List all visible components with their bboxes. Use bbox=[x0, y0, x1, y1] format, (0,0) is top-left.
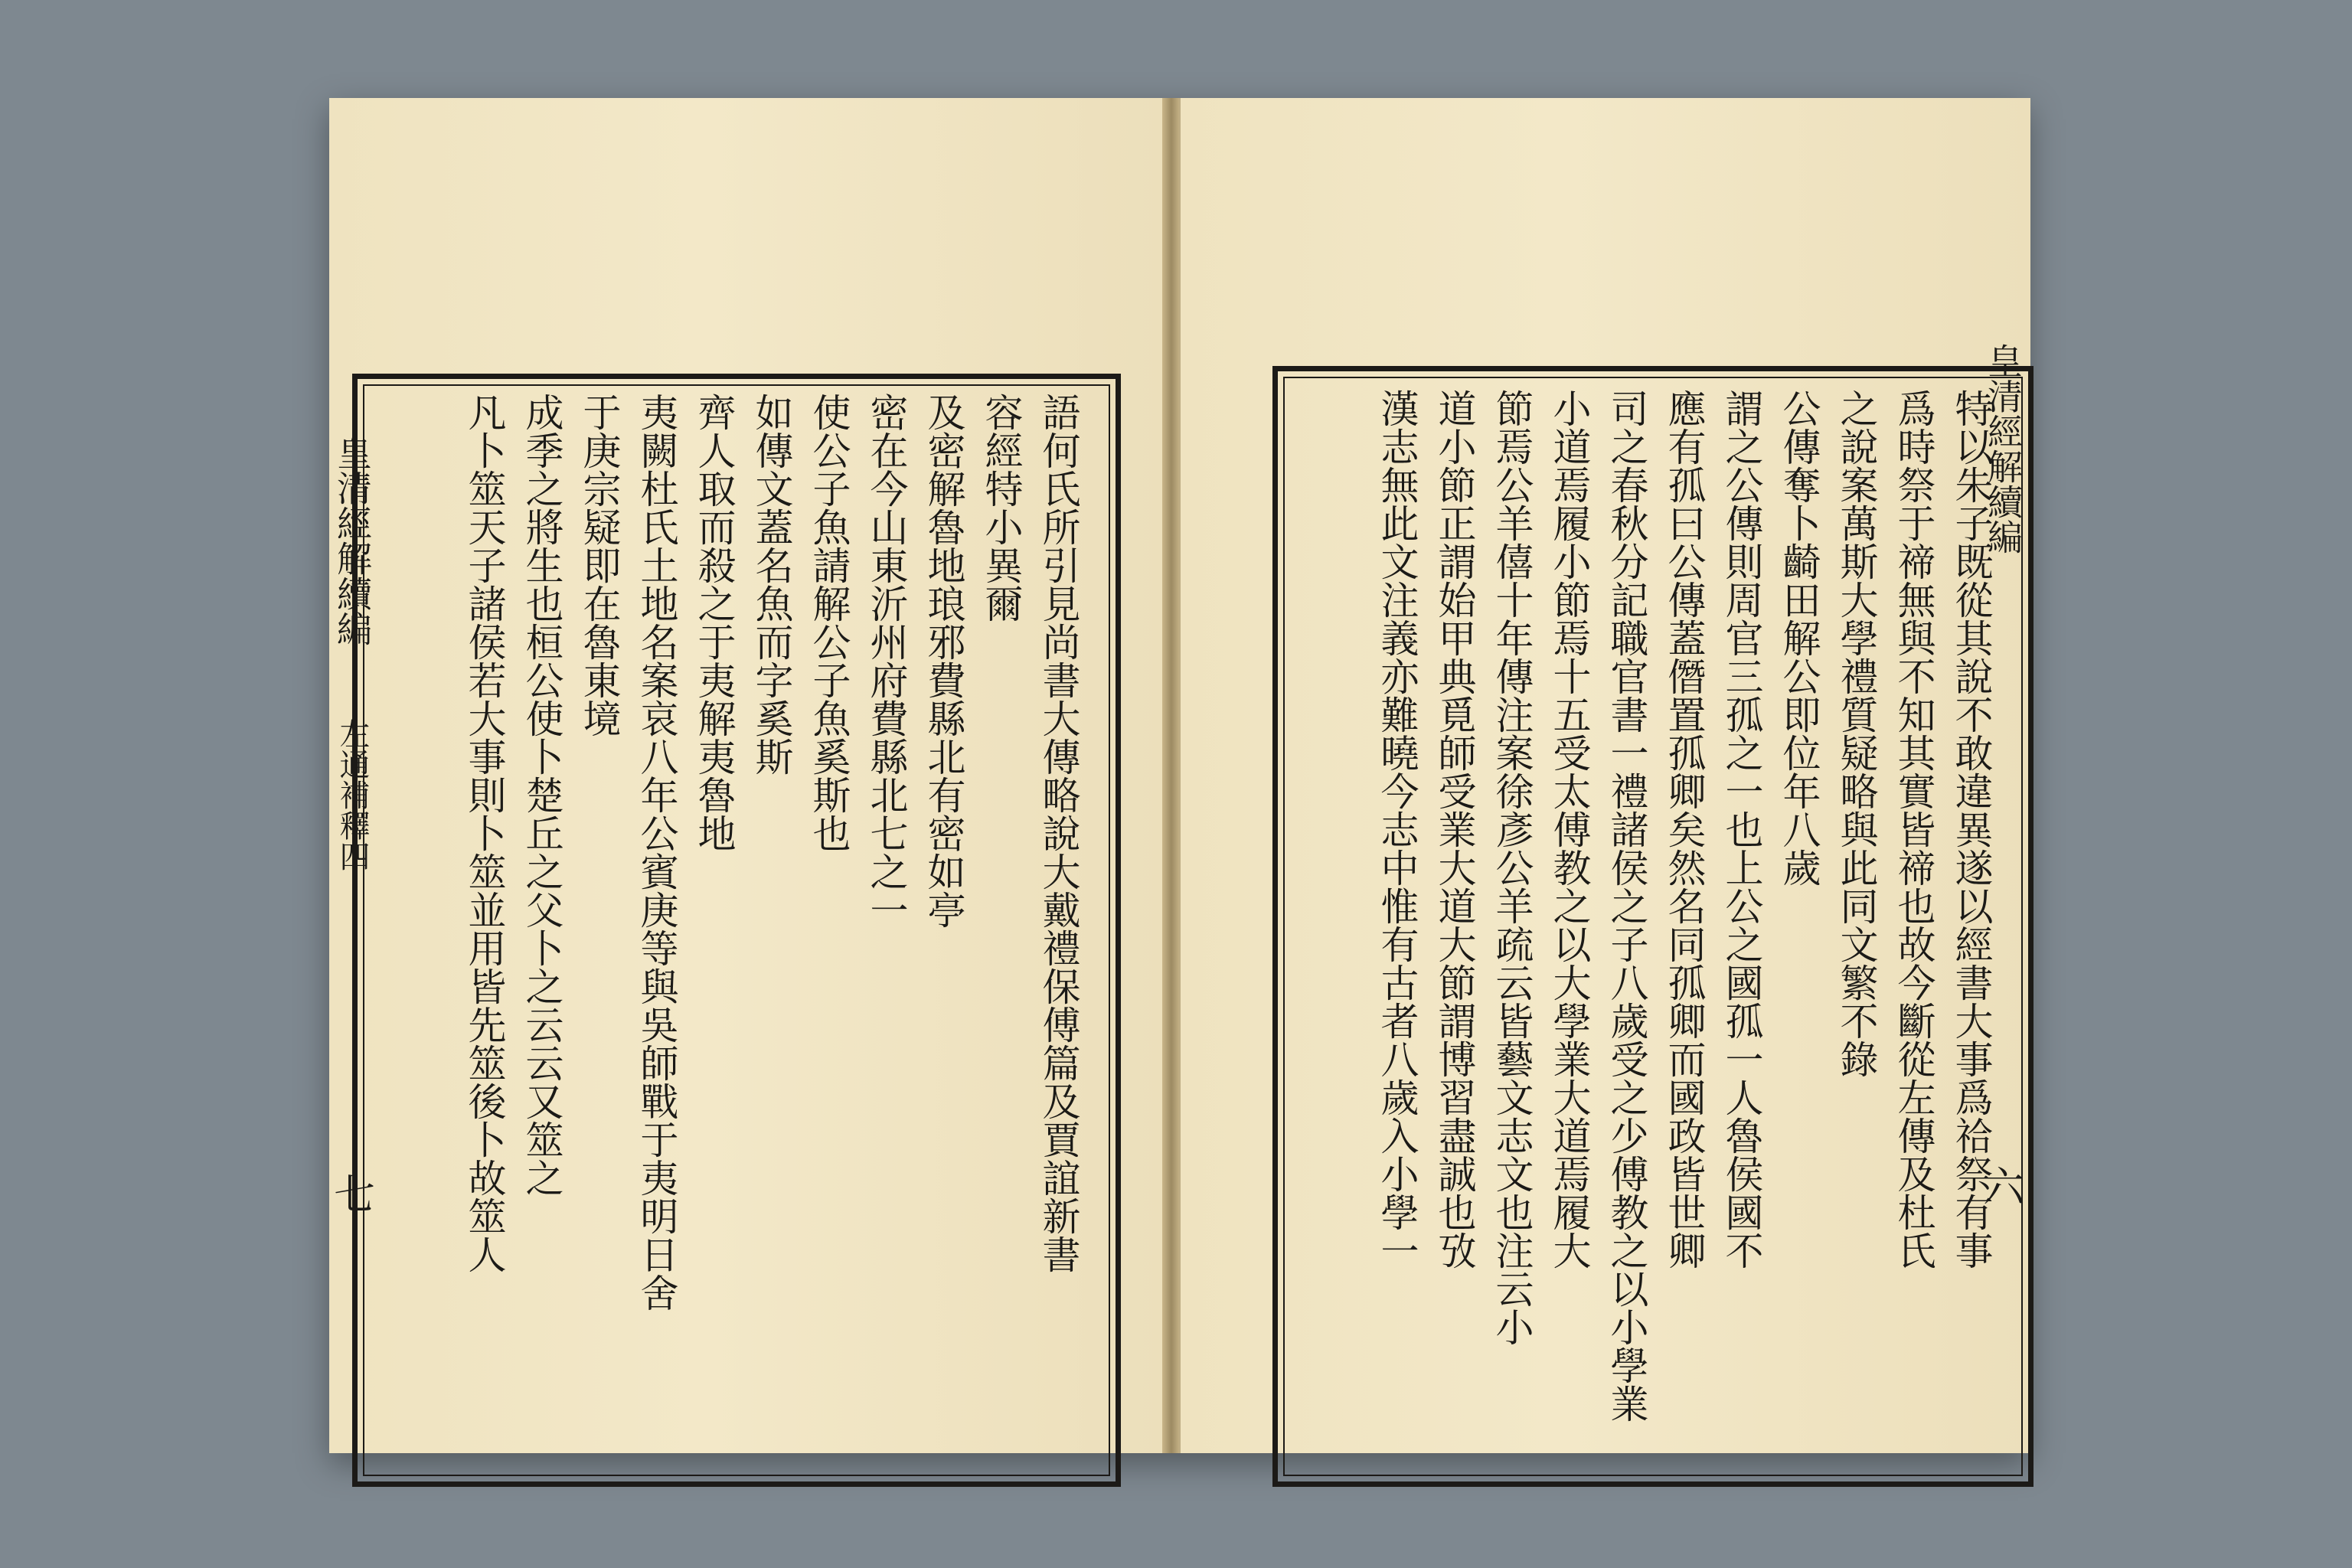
left-column-4: 密在今山東沂州府費縣北七之一 bbox=[864, 393, 909, 929]
left-column-8: 夷闕杜氏土地名案哀八年公賓庚等與吳師戰于夷明日舍 bbox=[634, 393, 679, 1312]
left-column-3: 及密解魯地琅邪費縣北有密如亭 bbox=[921, 393, 966, 929]
open-book bbox=[329, 98, 2029, 1453]
left-column-9: 于庚宗疑即在魯東境 bbox=[577, 393, 622, 737]
left-column-11: 凡卜筮天子諸侯若大事則卜筮並用皆先筮後卜故筮人 bbox=[462, 393, 507, 1273]
right-column-8: 小道焉履小節焉十五受太傅教之以大學業大道焉履大 bbox=[1547, 389, 1592, 1269]
left-page-number: 七 bbox=[334, 1171, 375, 1219]
right-side-title-text: 皇清經解續編 bbox=[1982, 343, 2024, 554]
left-column-10: 成季之將生也桓公使卜楚丘之父卜之云云又筮之 bbox=[519, 393, 564, 1197]
left-page bbox=[329, 98, 1165, 1453]
right-column-5: 謂之公傳則周官三孤之一也上公之國孤一人魯侯國不 bbox=[1719, 389, 1764, 1269]
right-column-3: 之說案萬斯大學禮質疑略與此同文繁不錄 bbox=[1834, 389, 1879, 1078]
right-page-number: 六 bbox=[1983, 1163, 2024, 1211]
right-column-1: 特以朱子既從其說不敢違異遂以經書大事爲祫祭有事 bbox=[1949, 389, 1994, 1269]
right-side-title bbox=[1981, 343, 2024, 554]
left-column-2: 容經特小異爾 bbox=[978, 393, 1024, 622]
right-text-columns bbox=[1295, 389, 2000, 1423]
book-gutter bbox=[1162, 98, 1181, 1453]
right-column-6: 應有孤曰公傳蓋僭置孤卿矣然名同孤卿而國政皆世卿 bbox=[1661, 389, 1707, 1269]
right-column-11: 漢志無此文注義亦難曉今志中惟有古者八歲入小學一 bbox=[1374, 389, 1419, 1269]
left-column-1: 語何氏所引見尚書大傳略說大戴禮保傅篇及賈誼新書 bbox=[1036, 393, 1081, 1273]
left-text-columns bbox=[375, 393, 1087, 1312]
right-page bbox=[1179, 98, 2030, 1453]
left-column-5: 使公子魚請解公子魚奚斯也 bbox=[806, 393, 851, 852]
right-column-4: 公傳奪卜齮田解公即位年八歲 bbox=[1776, 389, 1821, 887]
right-column-2: 爲時祭于禘無與不知其實皆禘也故今斷從左傳及杜氏 bbox=[1891, 389, 1936, 1269]
left-side-title-text: 皇清經解續編 bbox=[332, 435, 373, 646]
right-column-7: 司之春秋分記職官書一禮諸侯之子八歲受之少傅教之以小學業 bbox=[1604, 389, 1649, 1423]
left-side-subtitle-text: 左通補釋四 bbox=[335, 718, 370, 871]
right-column-10: 道小節正謂始甲典覓師受業大道大節謂博習盡誠也攷 bbox=[1432, 389, 1477, 1269]
left-column-7: 齊人取而殺之于夷解夷魯地 bbox=[691, 393, 737, 852]
right-column-9: 節焉公羊僖十年傳注案徐彥公羊疏云皆藝文志文也注云小 bbox=[1489, 389, 1534, 1346]
left-column-6: 如傳文蓋名魚而字奚斯 bbox=[749, 393, 794, 776]
